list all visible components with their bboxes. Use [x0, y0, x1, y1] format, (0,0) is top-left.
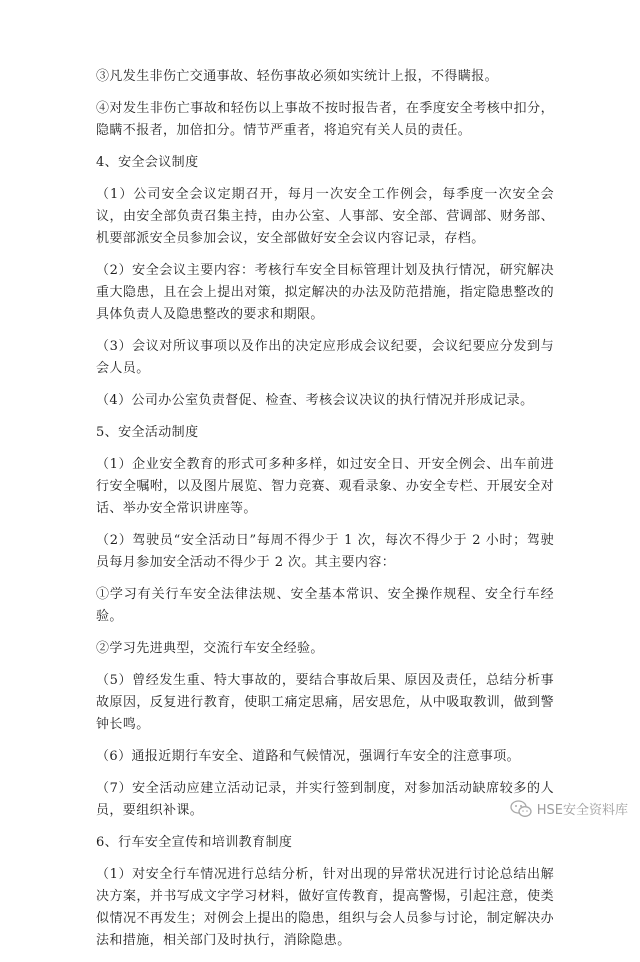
- section-heading: 4、安全会议制度: [96, 155, 199, 170]
- paragraph: （7）安全活动应建立活动记录，并实行签到制度，对参加活动缺席较多的人员，要组织补课。: [96, 781, 554, 818]
- paragraph: （1）公司安全会议定期召开，每月一次安全工作例会，每季度一次安全会议，由安全部负责召集主持，由办公室、人事部、安全部、营调部、财务部、机要部派安全员参加会议，安全部做好安全会议内容记录，存档。: [96, 187, 554, 246]
- watermark: [510, 799, 628, 818]
- paragraph: （2）安全会议主要内容：考核行车安全目标管理计划及执行情况，研究解决重大隐患，且在会上提出对策，拟定解决的办法及防范措施，指定隐患整改的具体负责人及隐患整改的要求和期限。: [96, 263, 554, 322]
- paragraph: （6）通报近期行车安全、道路和气候情况，强调行车安全的注意事项。: [96, 749, 521, 764]
- paragraph: ②学习先进典型，交流行车安全经验。: [96, 641, 324, 656]
- paragraph: （1）对安全行车情况进行总结分析，针对出现的异常状况进行讨论总结出解决方案，并书写成文字学习材料，做好宣传教育，提高警惕，引起注意，使类似情况不再发生；对例会上提出的隐患，组织与会人员参与讨论，制定解决办法和措施，相关部门及时执行，消除隐患。: [96, 867, 554, 948]
- paragraph: ③凡发生非伤亡交通事故、轻伤事故必须如实统计上报，不得瞒报。: [96, 69, 499, 84]
- paragraph: （4）公司办公室负责督促、检查、考核会议决议的执行情况并形成记录。: [96, 393, 534, 408]
- paragraph: （2）驾驶员“安全活动日”每周不得少于 1 次，每次不得少于 2 小时；驾驶员每月参加安全活动不得少于 2 次。其主要内容：: [96, 533, 554, 570]
- paragraph: （1）企业安全教育的形式可多种多样，如过安全日、开安全例会、出车前进行安全嘱咐，以及图片展览、智力竞赛、观看录象、办安全专栏、开展安全对话、举办安全常识讲座等。: [96, 457, 554, 516]
- watermark-text: HSE安全资料库: [536, 803, 628, 818]
- section-heading: 6、行车安全宣传和培训教育制度: [96, 835, 293, 850]
- wechat-icon: [510, 800, 532, 818]
- paragraph: （3）会议对所议事项以及作出的决定应形成会议纪要，会议纪要应分发到与会人员。: [96, 339, 554, 376]
- paragraph: ④对发生非伤亡事故和轻伤以上事故不按时报告者，在季度安全考核中扣分，隐瞒不报者，加倍扣分。情节严重者，将追究有关人员的责任。: [96, 101, 554, 138]
- paragraph: （5）曾经发生重、特大事故的，要结合事故后果、原因及责任，总结分析事故原因，反复进行教育，使职工痛定思痛，居安思危，从中吸取教训，做到警钟长鸣。: [96, 673, 554, 732]
- section-heading: 5、安全活动制度: [96, 425, 199, 440]
- paragraph: ①学习有关行车安全法律法规、安全基本常识、安全操作规程、安全行车经验。: [96, 587, 554, 624]
